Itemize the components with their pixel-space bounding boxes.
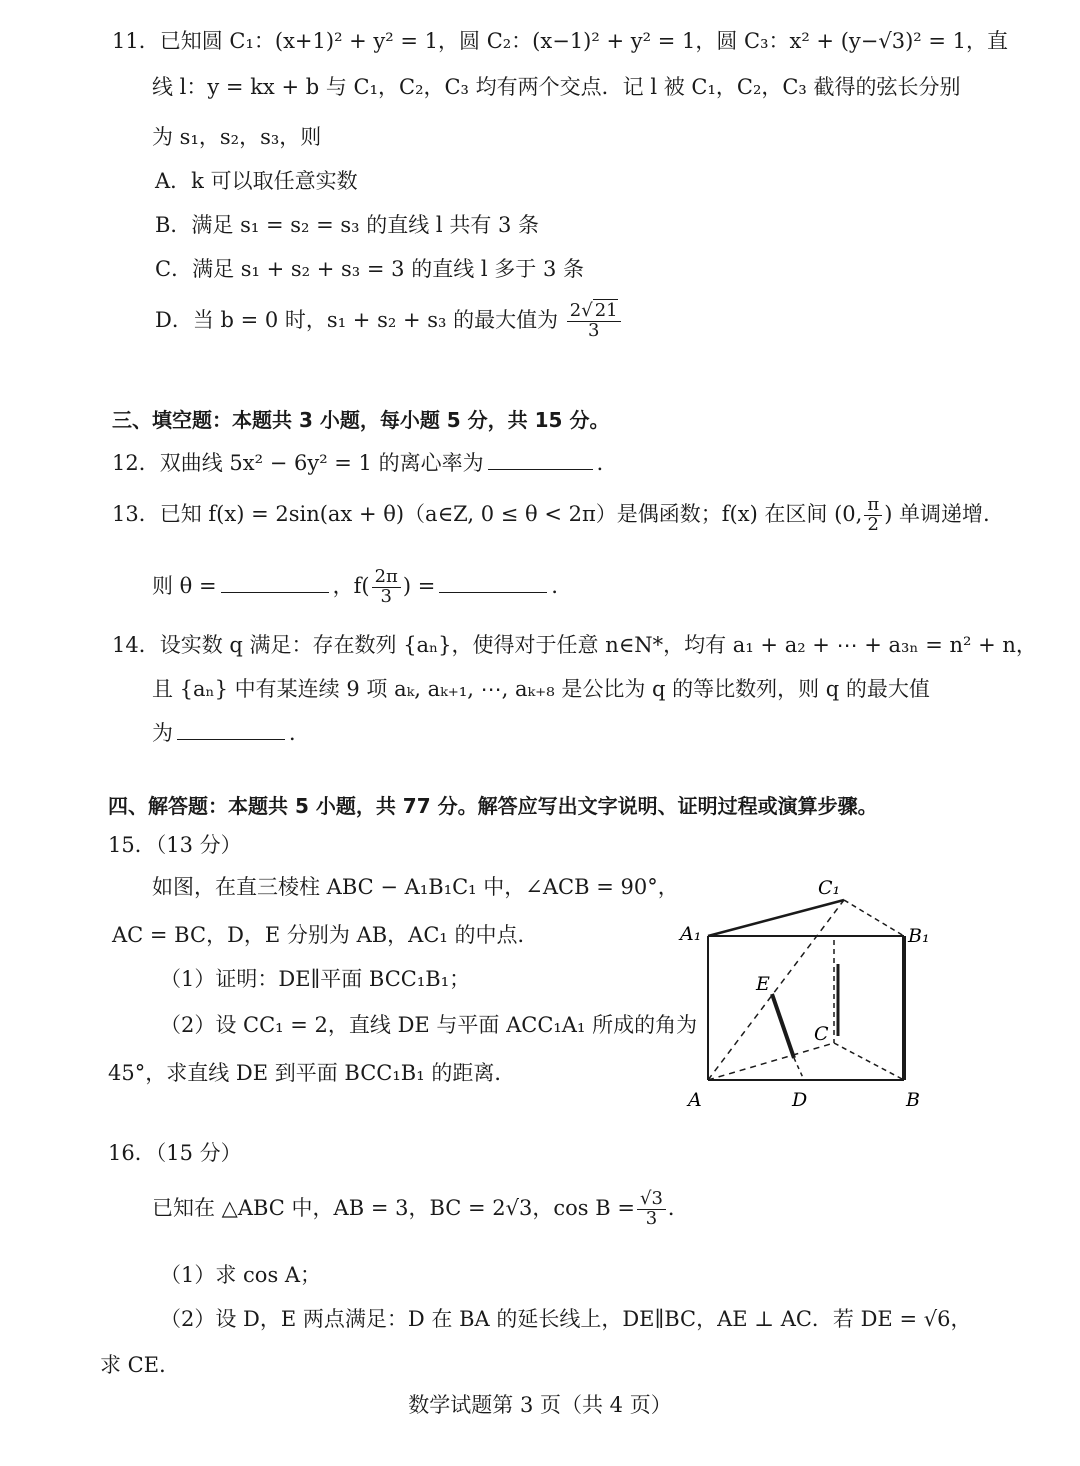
edge-a-c <box>708 1043 834 1080</box>
q13-theta-blank[interactable] <box>221 574 329 593</box>
q13-fraction <box>864 496 882 535</box>
q16-frac-den: 3 <box>645 1207 658 1229</box>
section-4-heading: 四、解答题：本题共 5 小题，共 77 分。解答应写出文字说明、证明过程或演算步骤。 <box>108 794 878 818</box>
q14-end: ． <box>289 721 310 745</box>
edge-c1-b1 <box>844 900 904 936</box>
q13-f-label: ，f( <box>332 573 370 598</box>
q11-option-d-text: D．当 b = 0 时，s₁ + s₂ + s₃ 的最大值为 <box>155 307 559 332</box>
q13-frac-num: π <box>864 496 882 516</box>
q13-line1 <box>112 496 990 535</box>
q13-frac-den: 2 <box>867 513 879 535</box>
q12-text: 12．双曲线 5x² − 6y² = 1 的离心率为 <box>112 451 484 475</box>
q15-line2: AC = BC，D，E 分别为 AB，AC₁ 的中点． <box>112 923 539 947</box>
q11-option-b: B．满足 s₁ = s₂ = s₃ 的直线 l 共有 3 条 <box>155 213 540 237</box>
q13-line2 <box>152 568 572 607</box>
segment-de <box>772 994 794 1058</box>
q14-line1: 14．设实数 q 满足：存在数列 {aₙ}，使得对于任意 n∈N*，均有 a₁ + a₂ + ⋯ + a₃ₙ = n² + n， <box>112 633 1037 657</box>
q13-frac2-den: 3 <box>380 585 392 607</box>
label-a1: A₁ <box>680 923 702 945</box>
q16-frac-num: √3 <box>637 1190 666 1210</box>
label-b: B <box>906 1089 920 1111</box>
q16-line1-text: 已知在 △ABC 中，AB = 3，BC = 2√3，cos B = <box>152 1195 635 1220</box>
segment-d-link <box>794 1058 804 1080</box>
label-c: C <box>814 1023 829 1045</box>
q15-line1: 如图，在直三棱柱 ABC − A₁B₁C₁ 中，∠ACB = 90°， <box>152 875 679 899</box>
q11-line2: 线 l：y = kx + b 与 C₁，C₂，C₃ 均有两个交点．记 l 被 C₁，C₂，C₃ 截得的弦长分别 <box>152 75 961 99</box>
q11-option-d-radicand: 21 <box>594 300 618 321</box>
q13-end: ． <box>551 573 573 598</box>
q13-f-blank[interactable] <box>439 574 547 593</box>
q11-option-d-coef: 2 <box>569 300 582 321</box>
edge-a1-c1 <box>708 900 844 936</box>
q11-line1: 11．已知圆 C₁：(x+1)² + y² = 1，圆 C₂：(x−1)² + y² = 1，圆 C₃：x² + (y−√3)² = 1，直 <box>112 29 1009 53</box>
q13-text: 13．已知 f(x) = 2sin(ax + θ)（a∈Z, 0 ≤ θ < 2π）是偶函数；f(x) 在区间 (0, <box>112 501 863 526</box>
q15-title: 15．（13 分） <box>108 833 242 857</box>
q16-part2b: 求 CE． <box>100 1353 181 1377</box>
q15-part1: （1）证明：DE∥平面 BCC₁B₁； <box>160 967 471 991</box>
label-d: D <box>792 1089 808 1111</box>
q13-text-end: ) 单调递增. <box>884 501 990 526</box>
label-a: A <box>688 1089 702 1111</box>
q14-line2: 且 {aₙ} 中有某连续 9 项 aₖ, aₖ₊₁, ⋯, aₖ₊₈ 是公比为 q 的等比数列，则 q 的最大值 <box>152 677 930 701</box>
q13-f-label-end: ) = <box>402 573 436 598</box>
section-3-heading: 三、填空题：本题共 3 小题，每小题 5 分，共 15 分。 <box>112 408 610 432</box>
q16-fraction <box>637 1190 666 1229</box>
q14-answer-blank[interactable] <box>177 721 285 740</box>
q13-theta-label: 则 θ = <box>152 573 217 598</box>
q13-frac2-num: 2π <box>372 568 401 588</box>
page-footer: 数学试题第 3 页（共 4 页） <box>408 1393 672 1417</box>
label-c1: C₁ <box>818 877 841 899</box>
q11-option-d-fraction: $\frac{2√ 21}{3}$ <box>567 302 621 341</box>
q11-option-d <box>155 302 623 341</box>
q16-part2: （2）设 D，E 两点满足：D 在 BA 的延长线上，DE∥BC，AE ⊥ AC．若 DE = √6， <box>160 1307 972 1331</box>
q11-option-d-denominator: 3 <box>587 319 600 341</box>
q11-option-a: A．k 可以取任意实数 <box>155 169 358 193</box>
q11-line3: 为 s₁，s₂，s₃，则 <box>152 125 322 149</box>
q13-fraction-2 <box>372 568 401 607</box>
q12-answer-blank[interactable] <box>488 451 593 470</box>
q15-part2b: 45°，求直线 DE 到平面 BCC₁B₁ 的距离． <box>108 1061 516 1085</box>
edge-c-b <box>834 1043 904 1080</box>
q15-part2: （2）设 CC₁ = 2，直线 DE 与平面 ACC₁A₁ 所成的角为 <box>160 1013 698 1037</box>
q16-title: 16．（15 分） <box>108 1141 242 1165</box>
q14-line3-text: 为 <box>152 721 173 745</box>
q12-end: ． <box>596 451 618 475</box>
label-e: E <box>756 973 770 995</box>
q11-option-c: C．满足 s₁ + s₂ + s₃ = 3 的直线 l 多于 3 条 <box>155 257 584 281</box>
q12 <box>112 450 618 476</box>
q14-line3 <box>152 720 310 746</box>
prism-figure <box>672 868 952 1118</box>
q16-part1: （1）求 cos A； <box>160 1263 322 1287</box>
q16-line1 <box>152 1190 689 1229</box>
label-b1: B₁ <box>908 925 930 947</box>
q16-line1-end: ． <box>667 1195 689 1220</box>
edge-a-c1 <box>708 900 844 1080</box>
